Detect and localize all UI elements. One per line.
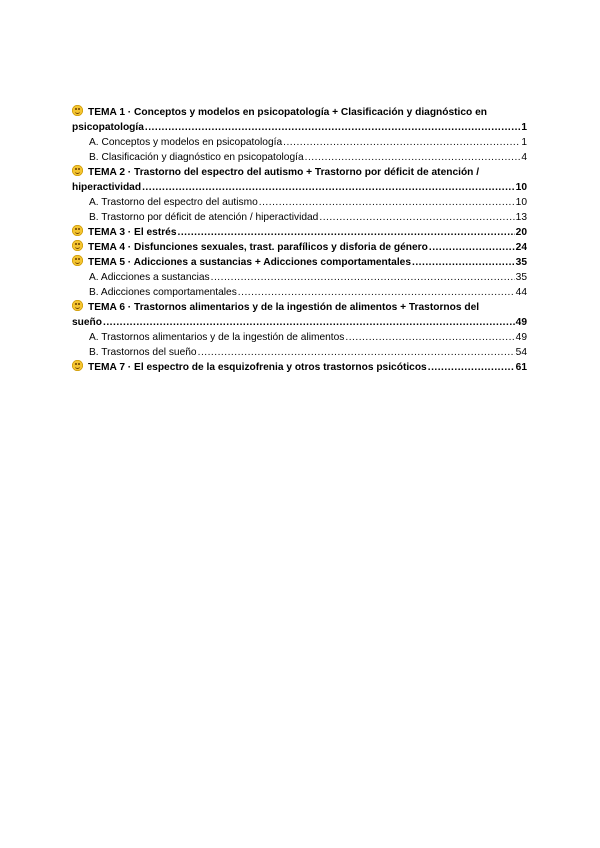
toc-subentry-title: A. Trastornos alimentarios y de la ingestión de alimentos (89, 332, 345, 343)
toc-subentry-title: B. Trastornos del sueño (89, 347, 197, 358)
toc-entry-title: TEMA 6 · Trastornos alimentarios y de la ingestión de alimentos + Trastornos del (88, 302, 480, 313)
toc-subentry-title: B. Adicciones comportamentales (89, 287, 237, 298)
smiley-icon (72, 300, 83, 311)
toc-page-number: 1 (521, 122, 527, 133)
toc-subentry-title: B. Trastorno por déficit de atención / hiperactividad (89, 212, 319, 223)
toc-entry-title: TEMA 3 · El estrés (88, 227, 177, 238)
toc-entry-title: TEMA 7 · El espectro de la esquizofrenia y otros trastornos psicóticos (88, 362, 427, 373)
dot-leader (145, 120, 520, 135)
dot-leader (178, 225, 515, 240)
toc-subentry-5b[interactable] (72, 285, 527, 300)
toc-subentry-title: A. Adicciones a sustancias (89, 272, 210, 283)
dot-leader (319, 210, 514, 225)
toc-page-number: 35 (515, 272, 527, 283)
toc-entry-tema-5[interactable] (72, 255, 527, 270)
toc-entry-title: TEMA 5 · Adicciones a sustancias + Adicciones comportamentales (88, 257, 411, 268)
dot-leader (283, 135, 520, 150)
dot-leader (345, 330, 514, 345)
toc-page-number: 49 (515, 332, 527, 343)
dot-leader (429, 240, 515, 255)
toc-page-number: 13 (515, 212, 527, 223)
toc-page-number: 44 (515, 287, 527, 298)
toc-subentry-2a[interactable] (72, 195, 527, 210)
toc-page-number: 1 (521, 137, 527, 148)
toc-subentry-title: A. Conceptos y modelos en psicopatología (89, 137, 283, 148)
toc-subentry-1a[interactable] (72, 135, 527, 150)
toc-entry-title: TEMA 1 · Conceptos y modelos en psicopatología + Clasificación y diagnóstico en (88, 107, 487, 118)
table-of-contents (72, 105, 527, 375)
dot-leader (428, 360, 515, 375)
toc-subentry-6b[interactable] (72, 345, 527, 360)
smiley-icon (72, 255, 83, 266)
toc-page-number: 35 (515, 257, 527, 268)
toc-page-number: 54 (515, 347, 527, 358)
dot-leader (305, 150, 521, 165)
dot-leader (211, 270, 515, 285)
toc-entry-title-continued: hiperactividad (72, 182, 142, 193)
toc-page-number: 4 (521, 152, 527, 163)
toc-subentry-2b[interactable] (72, 210, 527, 225)
toc-entry-title-continued: psicopatología (72, 122, 144, 133)
toc-entry-tema-7[interactable] (72, 360, 527, 375)
toc-entry-title: TEMA 2 · Trastorno del espectro del autismo + Trastorno por déficit de atención / (88, 167, 480, 178)
toc-page-number: 10 (515, 197, 527, 208)
toc-entry-tema-2[interactable] (72, 165, 527, 195)
toc-entry-title: TEMA 4 · Disfunciones sexuales, trast. parafílicos y disforia de género (88, 242, 428, 253)
toc-subentry-6a[interactable] (72, 330, 527, 345)
toc-subentry-5a[interactable] (72, 270, 527, 285)
toc-subentry-title: B. Clasificación y diagnóstico en psicopatología (89, 152, 304, 163)
toc-entry-tema-6[interactable] (72, 300, 527, 330)
smiley-icon (72, 165, 83, 176)
toc-entry-title-continued: sueño (72, 317, 103, 328)
toc-page-number: 10 (515, 182, 527, 193)
dot-leader (142, 180, 515, 195)
toc-entry-tema-4[interactable] (72, 240, 527, 255)
toc-page-number: 24 (515, 242, 527, 253)
toc-subentry-1b[interactable] (72, 150, 527, 165)
smiley-icon (72, 360, 83, 371)
dot-leader (198, 345, 515, 360)
smiley-icon (72, 225, 83, 236)
toc-page-number: 61 (515, 362, 527, 373)
dot-leader (412, 255, 515, 270)
toc-page-number: 20 (515, 227, 527, 238)
dot-leader (238, 285, 515, 300)
smiley-icon (72, 240, 83, 251)
smiley-icon (72, 105, 83, 116)
toc-entry-tema-1[interactable] (72, 105, 527, 135)
dot-leader (259, 195, 515, 210)
toc-page-number: 49 (515, 317, 527, 328)
toc-entry-tema-3[interactable] (72, 225, 527, 240)
toc-subentry-title: A. Trastorno del espectro del autismo (89, 197, 258, 208)
dot-leader (103, 315, 515, 330)
